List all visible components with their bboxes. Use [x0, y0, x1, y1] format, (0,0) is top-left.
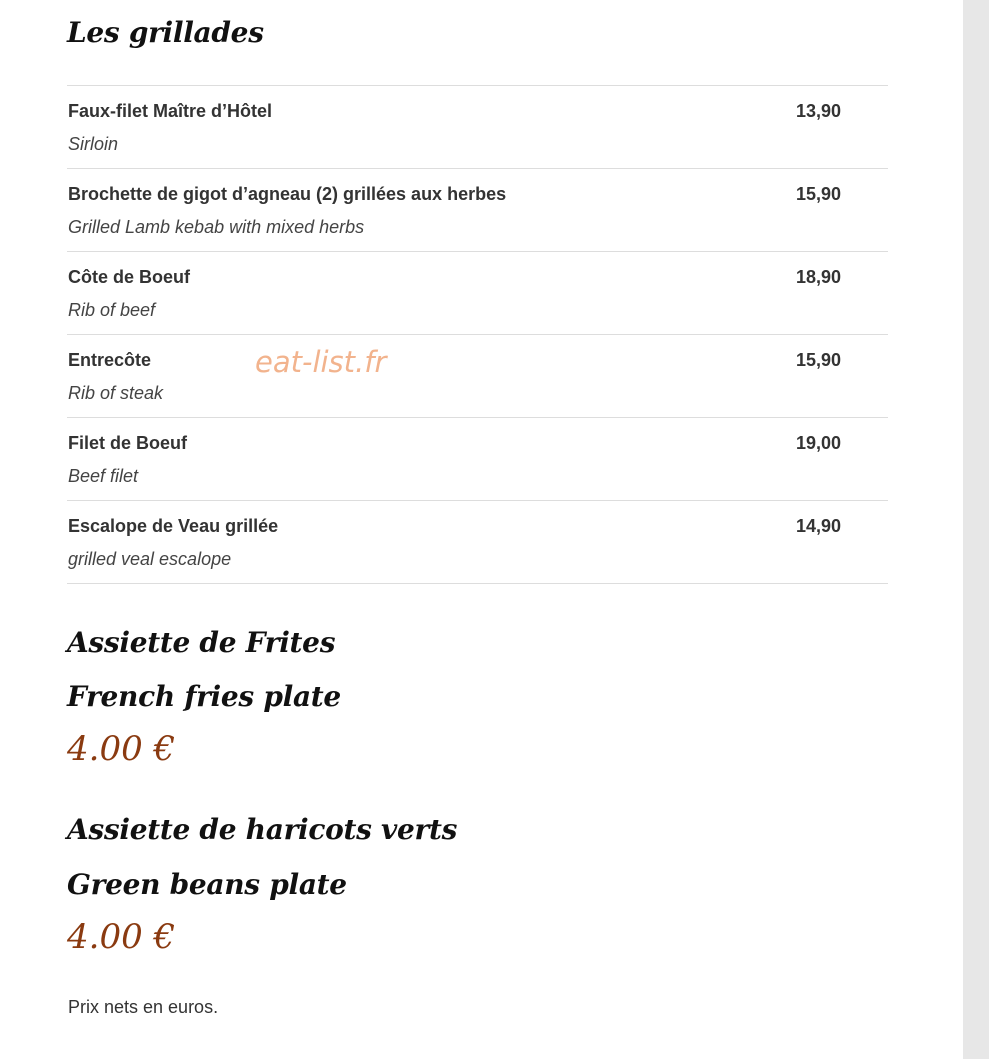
side-dish-title-en: Green beans plate — [67, 868, 347, 901]
menu-item-name: Brochette de gigot d’agneau (2) grillées aux herbes — [68, 184, 507, 204]
menu-item-name: Entrecôte — [68, 350, 152, 370]
menu-item-price: 15,90 — [796, 350, 842, 370]
menu-item-description: grilled veal escalope — [68, 549, 232, 569]
menu-item-row — [67, 335, 888, 418]
menu-item-price: 19,00 — [796, 433, 842, 453]
menu-item-name: Escalope de Veau grillée — [68, 516, 279, 536]
menu-item-description: Rib of steak — [68, 383, 164, 403]
menu-item-description: Sirloin — [68, 134, 119, 154]
menu-item-description: Beef filet — [68, 466, 139, 486]
side-dish-title-en: French fries plate — [67, 680, 341, 713]
menu-item-name: Faux-filet Maître d’Hôtel — [68, 101, 273, 121]
menu-item-name: Côte de Boeuf — [68, 267, 191, 287]
menu-item-row — [67, 252, 888, 335]
side-dish-price: 4.00 € — [67, 917, 176, 957]
menu-item-description: Grilled Lamb kebab with mixed herbs — [68, 217, 365, 237]
menu-item-price: 18,90 — [796, 267, 842, 287]
section-title: Les grillades — [67, 16, 264, 49]
menu-item-row — [67, 501, 888, 584]
menu-item-price: 15,90 — [796, 184, 842, 204]
menu-item-row — [67, 418, 888, 501]
scrollbar-track[interactable] — [963, 0, 989, 1059]
side-dish-title-fr: Assiette de Frites — [67, 626, 336, 659]
menu-item-row — [67, 86, 888, 169]
menu-item-price: 13,90 — [796, 101, 842, 121]
watermark: eat-list.fr — [255, 345, 387, 379]
menu-item-price: 14,90 — [796, 516, 842, 536]
price-note: Prix nets en euros. — [68, 997, 219, 1017]
menu-item-description: Rib of beef — [68, 300, 156, 320]
menu-item-row — [67, 169, 888, 252]
side-dish-title-fr: Assiette de haricots verts — [67, 813, 458, 846]
menu-item-name: Filet de Boeuf — [68, 433, 188, 453]
side-dish-price: 4.00 € — [67, 729, 176, 769]
menu-table — [67, 85, 888, 584]
